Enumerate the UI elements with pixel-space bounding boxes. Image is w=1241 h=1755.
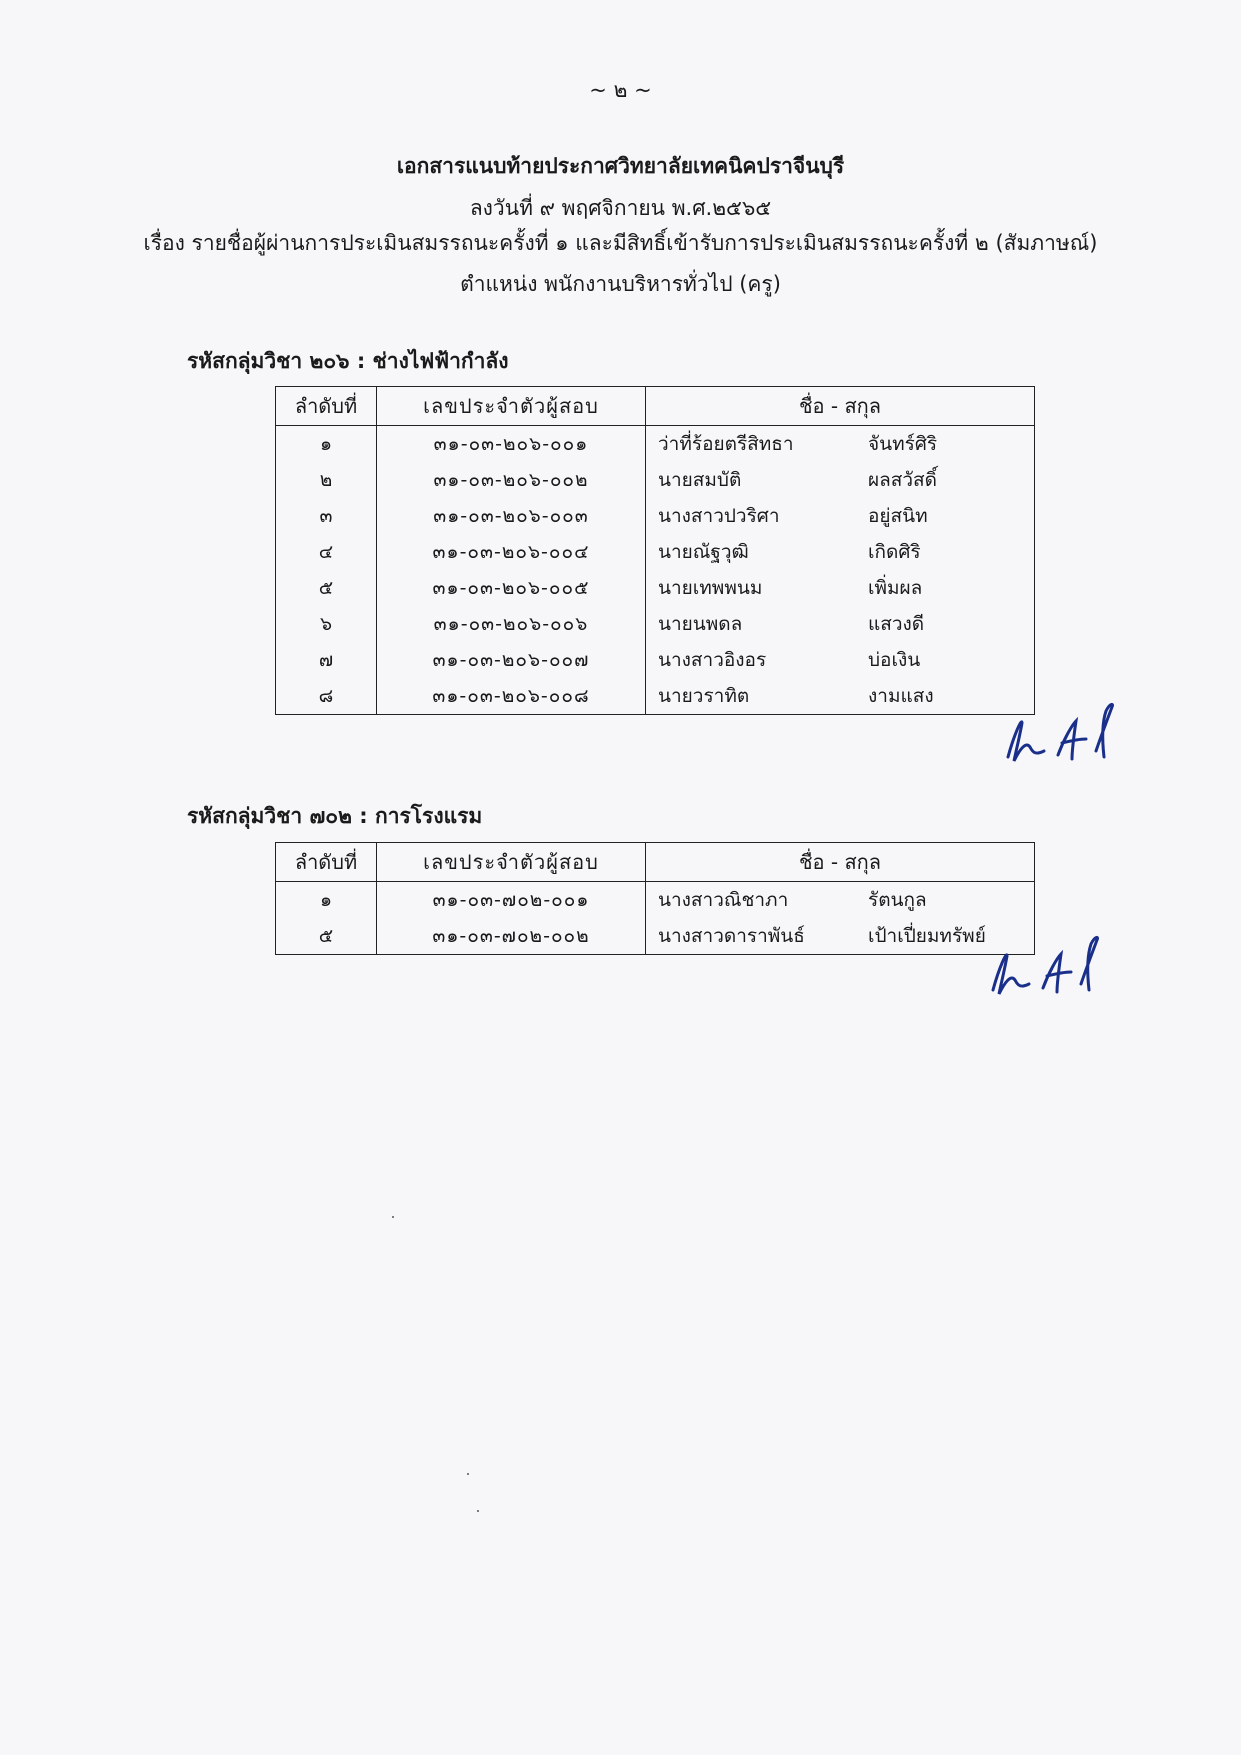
cell-seq: ๓ bbox=[276, 498, 377, 534]
document-position: ตำแหน่ง พนักงานบริหารทั่วไป (ครู) bbox=[460, 272, 781, 296]
cell-exam-id: ๓๑-๐๓-๒๐๖-๐๐๘ bbox=[377, 678, 646, 715]
table-row bbox=[276, 498, 1035, 534]
document-title: เอกสารแนบท้ายประกาศวิทยาลัยเทคนิคปราจีนบุรี bbox=[396, 154, 845, 178]
last-name: เกิดศิริ bbox=[868, 541, 921, 563]
cell-exam-id: ๓๑-๐๓-๒๐๖-๐๐๑ bbox=[377, 426, 646, 463]
group-heading: รหัสกลุ่มวิชา ๗๐๒ : การโรงแรม bbox=[187, 804, 483, 828]
table-row bbox=[276, 462, 1035, 498]
cell-name bbox=[646, 606, 1035, 642]
exam-table bbox=[275, 842, 1035, 955]
table-row bbox=[276, 534, 1035, 570]
scan-speck bbox=[477, 1510, 479, 1512]
signature-mark bbox=[985, 928, 1115, 1008]
cell-name bbox=[646, 534, 1035, 570]
exam-table bbox=[275, 386, 1035, 715]
last-name: อยู่สนิท bbox=[868, 505, 928, 527]
cell-seq: ๖ bbox=[276, 606, 377, 642]
cell-seq: ๕ bbox=[276, 570, 377, 606]
cell-name bbox=[646, 498, 1035, 534]
column-header-exam-id: เลขประจำตัวผู้สอบ bbox=[377, 387, 646, 426]
cell-exam-id: ๓๑-๐๓-๒๐๖-๐๐๓ bbox=[377, 498, 646, 534]
last-name: บ่อเงิน bbox=[868, 649, 921, 671]
scan-speck bbox=[467, 1473, 469, 1475]
last-name: เพิ่มผล bbox=[868, 577, 923, 599]
table-row bbox=[276, 918, 1035, 955]
cell-name bbox=[646, 570, 1035, 606]
table-row bbox=[276, 426, 1035, 463]
cell-name bbox=[646, 678, 1035, 715]
scan-speck bbox=[392, 1216, 394, 1218]
cell-exam-id: ๓๑-๐๓-๒๐๖-๐๐๕ bbox=[377, 570, 646, 606]
cell-seq: ๘ bbox=[276, 678, 377, 715]
page-number: ~ ๒ ~ bbox=[589, 78, 652, 102]
column-header-seq: ลำดับที่ bbox=[276, 387, 377, 426]
last-name: งามแสง bbox=[868, 685, 934, 707]
first-name: นางสาวอิงอร bbox=[658, 649, 767, 671]
cell-name bbox=[646, 642, 1035, 678]
table-row bbox=[276, 882, 1035, 919]
first-name: นายณัฐวุฒิ bbox=[658, 541, 749, 563]
cell-seq: ๑ bbox=[276, 882, 377, 919]
table-row bbox=[276, 606, 1035, 642]
cell-seq: ๔ bbox=[276, 534, 377, 570]
table-header-row bbox=[276, 843, 1035, 882]
column-header-name: ชื่อ - สกุล bbox=[646, 387, 1035, 426]
first-name: นางสาวปวริศา bbox=[658, 505, 780, 527]
cell-exam-id: ๓๑-๐๓-๗๐๒-๐๐๑ bbox=[377, 882, 646, 919]
cell-seq: ๑ bbox=[276, 426, 377, 463]
last-name: ผลสวัสดิ์ bbox=[868, 469, 937, 491]
table-header-row bbox=[276, 387, 1035, 426]
cell-name bbox=[646, 882, 1035, 919]
document-date: ลงวันที่ ๙ พฤศจิกายน พ.ศ.๒๕๖๕ bbox=[469, 196, 772, 220]
column-header-exam-id: เลขประจำตัวผู้สอบ bbox=[377, 843, 646, 882]
cell-name bbox=[646, 918, 1035, 955]
signature-mark bbox=[1000, 695, 1130, 775]
column-header-name: ชื่อ - สกุล bbox=[646, 843, 1035, 882]
table-row bbox=[276, 678, 1035, 715]
last-name: จันทร์ศิริ bbox=[868, 433, 938, 455]
document-subject: เรื่อง รายชื่อผู้ผ่านการประเมินสมรรถนะครั้งที่ ๑ และมีสิทธิ์เข้ารับการประเมินสมรรถนะครั้งที่ ๒ (สัมภาษณ์) bbox=[143, 231, 1098, 255]
cell-name bbox=[646, 426, 1035, 463]
cell-seq: ๕ bbox=[276, 918, 377, 955]
first-name: นางสาวดาราพันธ์ bbox=[658, 925, 805, 947]
cell-seq: ๗ bbox=[276, 642, 377, 678]
cell-seq: ๒ bbox=[276, 462, 377, 498]
cell-exam-id: ๓๑-๐๓-๒๐๖-๐๐๔ bbox=[377, 534, 646, 570]
first-name: ว่าที่ร้อยตรีสิทธา bbox=[658, 433, 794, 455]
cell-name bbox=[646, 462, 1035, 498]
last-name: เป้าเปี่ยมทรัพย์ bbox=[868, 925, 986, 947]
group-heading: รหัสกลุ่มวิชา ๒๐๖ : ช่างไฟฟ้ากำลัง bbox=[187, 349, 509, 373]
first-name: นายเทพพนม bbox=[658, 577, 763, 599]
first-name: นางสาวณิชาภา bbox=[658, 889, 789, 911]
first-name: นายสมบัติ bbox=[658, 469, 742, 491]
cell-exam-id: ๓๑-๐๓-๒๐๖-๐๐๒ bbox=[377, 462, 646, 498]
cell-exam-id: ๓๑-๐๓-๒๐๖-๐๐๗ bbox=[377, 642, 646, 678]
cell-exam-id: ๓๑-๐๓-๒๐๖-๐๐๖ bbox=[377, 606, 646, 642]
table-row bbox=[276, 642, 1035, 678]
first-name: นายนพดล bbox=[658, 613, 743, 635]
last-name: รัตนกูล bbox=[868, 889, 927, 911]
table-row bbox=[276, 570, 1035, 606]
first-name: นายวราทิต bbox=[658, 685, 750, 707]
cell-exam-id: ๓๑-๐๓-๗๐๒-๐๐๒ bbox=[377, 918, 646, 955]
column-header-seq: ลำดับที่ bbox=[276, 843, 377, 882]
last-name: แสวงดี bbox=[868, 613, 925, 635]
